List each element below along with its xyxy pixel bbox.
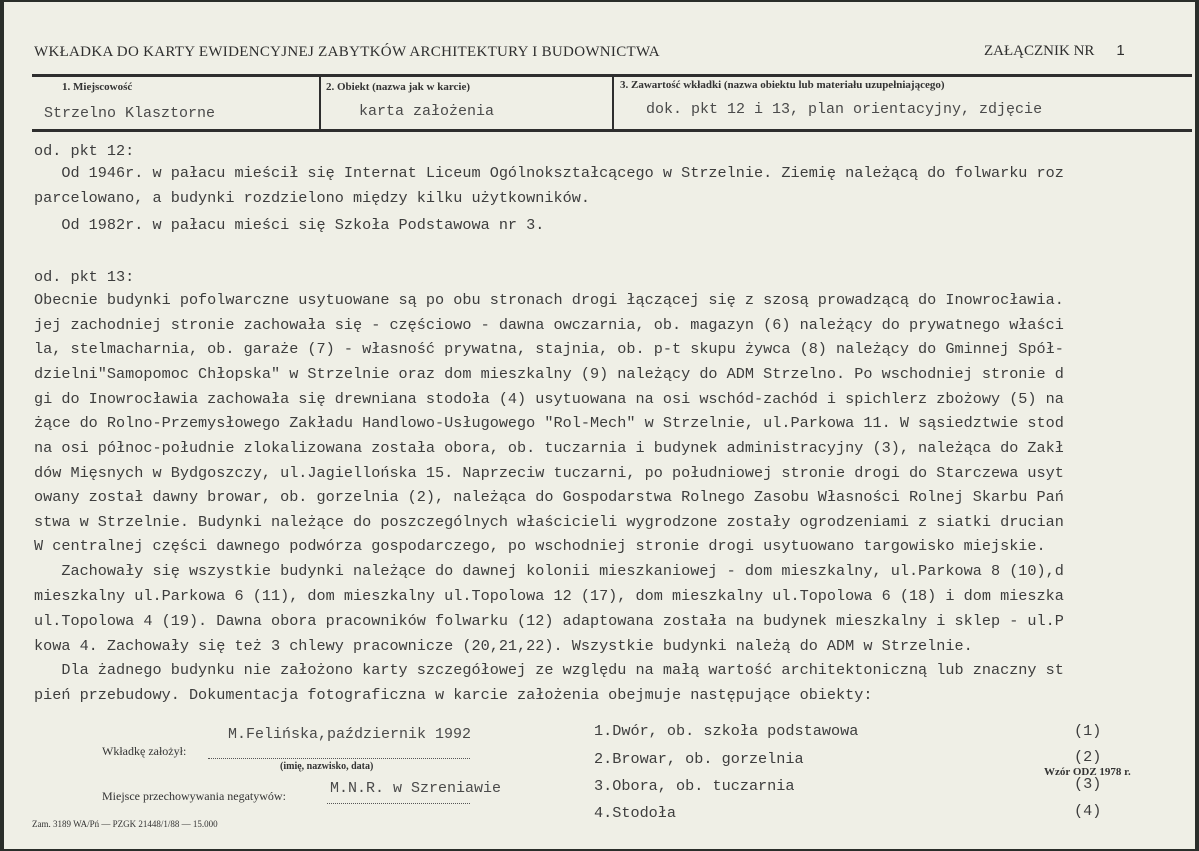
document-sheet (4, 2, 1195, 849)
photo-ref: (1) (1074, 722, 1102, 740)
locality-label: 1. Miejscowość (62, 81, 133, 93)
body-line: Od 1982r. w pałacu mieści się Szkoła Podstawowa nr 3. (34, 216, 545, 234)
print-info: Zam. 3189 WA/Pń — PZGK 21448/1/88 — 15.000 (32, 819, 218, 829)
annex-label (984, 42, 1125, 60)
photo-ref: (3) (1074, 775, 1102, 793)
body-line: parcelowano, a budynki rozdzielono między kilku użytkowników. (34, 189, 590, 207)
body-line: owany został dawny browar, ob. gorzelnia (2), należąca do Gospodarstwa Rolnego Zasobu Własności Rolnej Skarbu Pań (34, 488, 1064, 506)
body-line: mieszkalny ul.Parkowa 6 (11), dom mieszkalny ul.Topolowa 12 (17), dom mieszkalny ul.Topolowa 6 (18) i dom mieszka (34, 587, 1064, 605)
body-line: dów Mięsnych w Bydgoszczy, ul.Jagiellońska 15. Naprzeciw tuczarni, po południowej stronie drogi do Starczewa usyt (34, 464, 1064, 482)
header-bottom-rule (32, 129, 1192, 132)
field-divider-2 (612, 76, 614, 129)
photo-item: 1.Dwór, ob. szkoła podstawowa (594, 722, 859, 740)
photo-ref: (4) (1074, 802, 1102, 820)
photo-ref: (2) (1074, 748, 1102, 766)
body-line: gi do Inowrocławia zachowała się drewniana stodoła (4) usytuowana na osi wschód-zachód i spichlerz zbożowy (5) na (34, 390, 1064, 408)
object-label: 2. Obiekt (nazwa jak w karcie) (326, 81, 471, 93)
negatives-value: M.N.R. w Szreniawie (330, 780, 502, 797)
annex-label-text: ZAŁĄCZNIK NR (984, 43, 1095, 59)
author-hint: (imię, nazwisko, data) (280, 761, 374, 772)
form-model: Wzór ODZ 1978 r. (1044, 766, 1131, 778)
object-value: karta założenia (359, 103, 495, 120)
photo-item: 4.Stodoła (594, 804, 677, 822)
body-line: Od 1946r. w pałacu mieścił się Internat Liceum Ogólnokształcącego w Strzelnie. Ziemię należącą do folwarku roz (34, 164, 1064, 182)
body-line: od. pkt 13: (34, 268, 135, 286)
photo-item: 3.Obora, ob. tuczarnia (594, 777, 795, 795)
locality-value: Strzelno Klasztorne (44, 105, 216, 122)
body-line: Obecnie budynki pofolwarczne usytuowane są po obu stronach drogi łączącej się z szosą prowadzącą do Inowrocławia. (34, 291, 1064, 309)
photo-item: 2.Browar, ob. gorzelnia (594, 750, 804, 768)
body-line: dzielni"Samopomoc Chłopska" w Strzelnie oraz dom mieszkalny (9) należący do ADM Strzelno. Po wschodniej stronie d (34, 365, 1064, 383)
contents-label: 3. Zawartość wkładki (nazwa obiektu lub materiału uzupełniającego) (620, 79, 945, 91)
body-line: żące do Rolno-Przemysłowego Zakładu Handlowo-Usługowego "Rol-Mech" w Strzelnie, ul.Parkowa 11. W sąsiedztwie stod (34, 414, 1064, 432)
body-line: od. pkt 12: (34, 142, 135, 160)
field-divider-1 (319, 76, 321, 129)
body-line: kowa 4. Zachowały się też 3 chlewy pracownicze (20,21,22). Wszystkie budynki należą do ADM w Strzelnie. (34, 637, 973, 655)
negatives-dotted-line (327, 803, 470, 804)
author-value: M.Felińska,październik 1992 (228, 726, 472, 743)
contents-value: dok. pkt 12 i 13, plan orientacyjny, zdjęcie (646, 101, 1043, 118)
body-line: pień przebudowy. Dokumentacja fotograficzna w karcie założenia obejmuje następujące obiekty: (34, 686, 873, 704)
body-line: ul.Topolowa 4 (19). Dawna obora pracowników folwarku (12) adaptowana została na budynek mieszkalny i sklep - ul.P (34, 612, 1064, 630)
document-title: WKŁADKA DO KARTY EWIDENCYJNEJ ZABYTKÓW ARCHITEKTURY I BUDOWNICTWA (34, 44, 660, 60)
negatives-label: Miejsce przechowywania negatywów: (102, 789, 286, 803)
body-line: Dla żadnego budynku nie założono karty szczegółowej ze względu na małą wartość architektoniczną lub znaczny st (34, 661, 1064, 679)
annex-number: 1 (1116, 42, 1125, 59)
body-line: jej zachodniej stronie zachowała się - częściowo - dawna owczarnia, ob. magazyn (6) należący do prywatnego właści (34, 316, 1064, 334)
author-dotted-line (208, 758, 470, 759)
body-line: stwa w Strzelnie. Budynki należące do poszczególnych właścicieli wygrodzone zostały ogrodzeniami z siatki drucian (34, 513, 1064, 531)
body-line: la, stelmacharnia, ob. garaże (7) - własność prywatna, stajnia, ob. p-t skupu żywca (8) należący do Gminnej Spół- (34, 340, 1064, 358)
body-line: W centralnej części dawnego podwórza gospodarczego, po wschodniej stronie drogi usytuowano targowisko miejskie. (34, 537, 1046, 555)
body-line: Zachowały się wszystkie budynki należące do dawnej kolonii mieszkaniowej - dom mieszkalny, ul.Parkowa 8 (10),d (34, 562, 1064, 580)
author-label: Wkładkę założył: (102, 744, 187, 758)
body-line: na osi północ-południe zlokalizowana została obora, ob. tuczarnia i budynek administracyjny (3), należąca do Zakł (34, 439, 1064, 457)
